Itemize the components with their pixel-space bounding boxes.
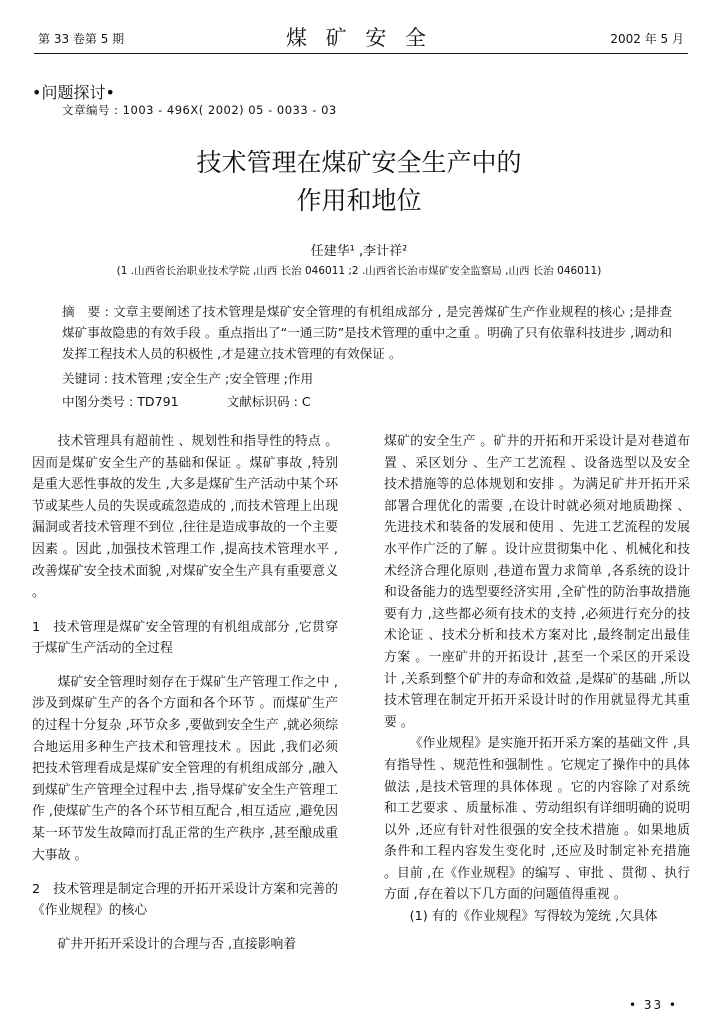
paragraph: 《作业规程》是实施开拓开采方案的基础文件 ,具有指导性 、规范性和强制性 。它规定了操作中的具体做法 ,是技术管理的具体体现 。它的内容除了对系统和工艺要求 、质量标准 、劳动组织有详细明确的说明以外 ,还应有针对性很强的安全技术措施 。如果地质条件和工程内容发生变化时 ,还应及时制定补充措施 。目前 ,在《作业规程》的编写 、审批 、贯彻 、执行方面 ,存在着以下几方面的问题值得重视 。 — [384, 736, 690, 903]
issue-date: 2002 年 5 月 — [610, 32, 684, 46]
clc-number: 中图分类号 : TD791 — [62, 394, 179, 409]
abstract: 摘 要 : 文章主要阐述了技术管理是煤矿安全管理的有机组成部分 , 是完善煤矿生产作业规程的核心 ;是排查煤矿事故隐患的有效手段 。重点指出了“一通三防”是技术管理的重中之重 。明确了只有依靠科技进步 ,调动和发挥工程技术人员的积极性 ,才是建立技术管理的有效保证 。 — [62, 304, 672, 361]
header-rule — [34, 53, 688, 54]
paragraph: 煤矿的安全生产 。矿井的开拓和开采设计是对巷道布置 、采区划分 、生产工艺流程 、设备选型以及安全技术措施等的总体规划和安排 。为满足矿井开拓开采部署合理优化的需要 ,在设计时就必须对地质勘探 、先进技术和装备的发展和使用 、先进工艺流程的发展水平作广泛的了解 。设计应贯彻集中化 、机械化和技术经济合理化原则 ,巷道布置力求简单 ,各系统的设计和设备能力的选型要经济实用 ,全矿性的防治事故措施要有力 ,这些都必须有技术的支持 ,必须进行充分的技术论证 、技术分析和技术方案对比 ,最终制定出最佳方案 。一座矿井的开拓设计 ,甚至一个采区的开采设计 ,关系到整个矿井的寿命和效益 ,是煤矿的基础 ,所以技术管理在制定开拓开采设计时的作用就显得尤其重要 。 — [384, 434, 690, 730]
paragraph: 矿井开拓开采设计的合理与否 ,直接影响着 — [57, 937, 297, 953]
paragraph: (1) 有的《作业规程》写得较为笼统 ,欠具体 — [409, 909, 658, 925]
article-title-line-1: 技术管理在煤矿安全生产中的 — [196, 148, 522, 177]
section-heading-2: 2 技术管理是制定合理的开拓开采设计方案和完善的《作业规程》的核心 — [32, 882, 338, 919]
page-number: • 33 • — [628, 998, 678, 1012]
left-column — [32, 431, 338, 956]
article-title-line-2: 作用和地位 — [296, 186, 422, 215]
affiliations: (1 .山西省长治职业技术学院 ,山西 长治 046011 ;2 .山西省长治市煤矿安全监察局 ,山西 长治 046011) — [116, 265, 602, 277]
authors: 任建华¹ ,李计祥² — [310, 244, 408, 259]
classification — [62, 391, 359, 410]
column-label: •问题探讨• — [32, 83, 115, 102]
article-number: 文章编号 : 1003 - 496X( 2002) 05 - 0033 - 03 — [62, 103, 337, 117]
journal-name: 煤 矿 安 全 — [285, 26, 433, 50]
keywords: 关键词 : 技术管理 ;安全生产 ;安全管理 ;作用 — [62, 371, 314, 386]
paragraph: 技术管理具有超前性 、规划性和指导性的特点 。因而是煤矿安全生产的基础和保证 。煤矿事故 ,特别是重大恶性事故的发生 ,大多是煤矿生产活动中某个环节或某些人员的失误或疏忽造成的 ,而技术管理上出现漏洞或者技术管理不到位 ,往往是造成事故的一个主要因素 。因此 ,加强技术管理工作 ,提高技术管理水平 ,改善煤矿安全技术面貌 ,对煤矿安全生产具有重要意义 。 — [32, 434, 338, 601]
paragraph: 煤矿安全管理时刻存在于煤矿生产管理工作之中 ,涉及到煤矿生产的各个方面和各个环节 。而煤矿生产的过程十分复杂 ,环节众多 ,要做到安全生产 ,就必须综合地运用多种生产技术和管理技术 。因此 ,我们必须把技术管理看成是煤矿安全管理的有机组成部分 ,融入到煤矿生产管理全过程中去 ,指导煤矿安全生产管理工作 ,使煤矿生产的各个环节相互配合 ,相互适应 ,避免因某一环节发生故障而打乱正常的生产秩序 ,甚至酿成重大事故 。 — [32, 674, 338, 863]
right-column — [384, 431, 690, 928]
section-heading-1: 1 技术管理是煤矿安全管理的有机组成部分 ,它贯穿于煤矿生产活动的全过程 — [32, 619, 338, 656]
document-code: 文献标识码 : C — [226, 394, 311, 409]
running-header — [0, 0, 718, 56]
issue-info: 第 33 卷第 5 期 — [38, 32, 125, 46]
